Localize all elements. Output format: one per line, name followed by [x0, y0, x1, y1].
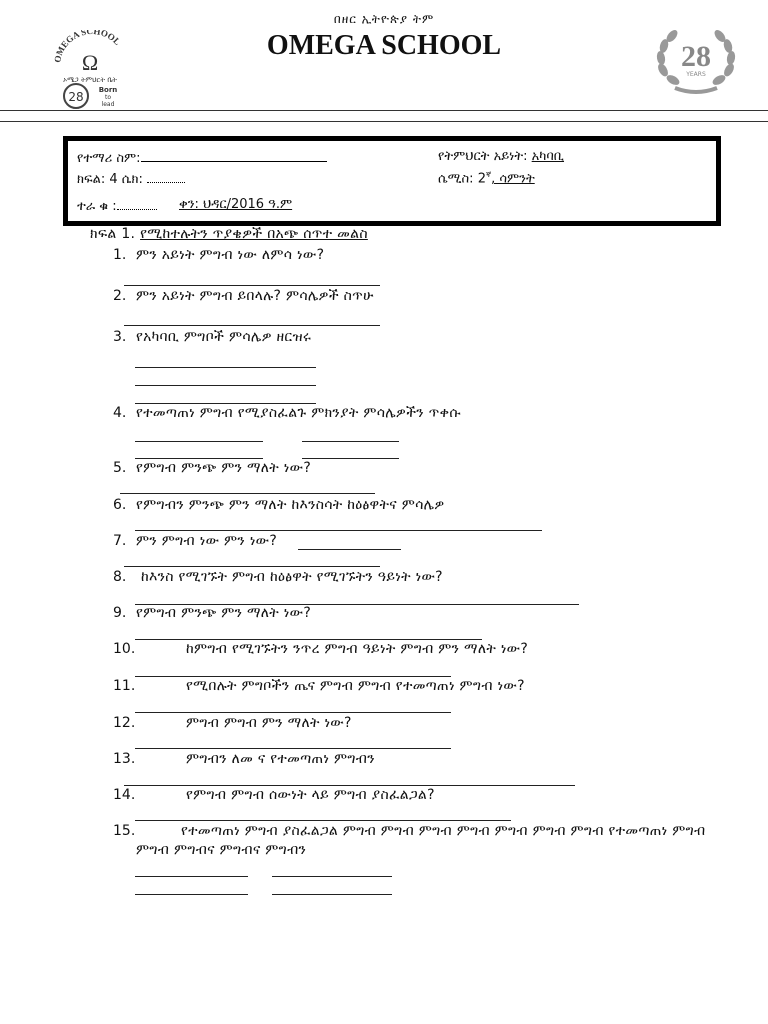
motto-lead: lead	[101, 101, 115, 108]
question-number: 14.	[113, 787, 136, 803]
grade-label: ክፍል: 4 ሴክ:	[77, 172, 143, 187]
header-rule-2	[0, 121, 768, 122]
question-number: 7.	[113, 533, 127, 549]
question-number: 11.	[113, 678, 136, 694]
answer-line[interactable]	[302, 441, 399, 442]
answer-line[interactable]	[135, 458, 263, 459]
student-name-field[interactable]	[77, 149, 327, 166]
question-text: የአካባቢ ምግቦች ምሳሌዎ ዘርዝሩ	[136, 329, 312, 345]
question-text: የሚበሉት ምግቦችን ጤና ምግብ ምግብ የተመጣጠነ ምግብ ነው?	[186, 678, 525, 694]
question-number: 1.	[113, 247, 127, 263]
question-number: 15.	[113, 823, 136, 839]
question-text: የተመጣጠነ ምግብ የሚያስፈልጉ ምክንያት ምሳሌዎችን ጥቀሱ	[136, 405, 461, 421]
anniversary-logo	[653, 26, 739, 96]
answer-line[interactable]	[135, 676, 451, 677]
section-heading	[90, 226, 368, 242]
answer-line[interactable]	[135, 894, 248, 895]
header-top-text: በዘር ኢትዮጵያ ትም	[333, 12, 435, 26]
question-text: ምግብን ለመ ና የተመጣጠነ ምግብን	[186, 751, 375, 767]
question-text: የምግብ ምንጭ ምን ማለት ነው?	[136, 605, 312, 621]
roll-field[interactable]	[77, 197, 157, 214]
answer-line[interactable]	[135, 385, 316, 386]
section-title: የሚከተሉትን ጥያቄዎች በአጭ ሰጥተ መልስ	[140, 226, 368, 242]
name-label: የተማሪ ስም:	[77, 151, 141, 166]
answer-line[interactable]	[135, 820, 511, 821]
roll-label: ተራ ቁ :	[77, 199, 117, 214]
term-sup: ኛ	[485, 170, 492, 179]
answer-line[interactable]	[135, 712, 451, 713]
term-label: ሴሚስ: 2	[438, 171, 486, 187]
question-text: ምን አይነት ምግብ ይበላሉ? ምሳሌዎች ስጥሁ	[136, 288, 374, 304]
school-logo	[50, 30, 134, 110]
answer-line[interactable]	[135, 748, 451, 749]
school-name: OMEGA SCHOOL	[266, 30, 502, 61]
date-label: ቀን: ህዳር/2016 ዓ.ም	[179, 197, 293, 212]
question-text: የምግብን ምንጭ ምን ማለት ከእንስሳት ከዕፅዋትና ምሳሌዎ	[136, 497, 445, 513]
subject-field	[438, 149, 564, 164]
date-field	[179, 197, 292, 212]
answer-line[interactable]	[124, 566, 380, 567]
motto-to: to	[104, 94, 112, 101]
anniversary-years: YEARS	[686, 71, 706, 78]
question-text: የምግብ ምንጭ ምን ማለት ነው?	[136, 460, 312, 476]
section-label: ክፍል 1.	[90, 226, 136, 242]
name-blank[interactable]	[141, 149, 327, 162]
subject-value: አካባቢ	[531, 149, 565, 164]
question-text: የተመጣጠነ ምግብ ያስፈልጋል ምግብ ምግብ ምግብ ምግብ ምግብ ምግብ ምግብ የተመጣጠነ ምግብ	[181, 823, 706, 839]
answer-line[interactable]	[272, 894, 392, 895]
logo-amharic-text: ኦሜጋ ትምህርት ቤት	[63, 76, 117, 84]
question-text-continued: ምግብ ምግብና ምግብና ምግብን	[136, 842, 307, 858]
question-number: 3.	[113, 329, 127, 345]
answer-line[interactable]	[272, 876, 392, 877]
answer-line[interactable]	[135, 367, 316, 368]
subject-label: የትምህርት አይነት:	[438, 149, 528, 164]
question-text: ከምግብ የሚገኙትን ንጥረ ምግብ ዓይነት ምግብ ምን ማለት ነው?	[186, 641, 529, 657]
answer-line[interactable]	[124, 325, 380, 326]
omega-symbol: Ω	[81, 50, 99, 75]
answer-line[interactable]	[135, 403, 316, 404]
logo-arc-text: OMEGA SCHOOL	[52, 30, 123, 64]
term-value: , ሳምንት	[491, 171, 535, 187]
question-number: 9.	[113, 605, 127, 621]
logo-number: 28	[68, 90, 84, 104]
question-number: 8.	[113, 569, 127, 585]
answer-line[interactable]	[302, 458, 399, 459]
grade-field[interactable]	[77, 170, 185, 187]
answer-line[interactable]	[135, 639, 482, 640]
answer-line[interactable]	[135, 876, 248, 877]
question-text: ከእንስ የሚገኙት ምግብ ከዕፅዋት የሚገኙትን ዓይነት ነው?	[141, 569, 443, 585]
section-blank[interactable]	[147, 170, 185, 183]
question-number: 5.	[113, 460, 127, 476]
header-rule-1	[0, 110, 768, 111]
question-number: 10.	[113, 641, 136, 657]
roll-blank[interactable]	[117, 197, 157, 210]
question-number: 6.	[113, 497, 127, 513]
answer-line[interactable]	[124, 285, 380, 286]
answer-line[interactable]	[124, 785, 575, 786]
question-text: ምን አይነት ምግብ ነው ለምሳ ነው?	[136, 247, 325, 263]
question-number: 2.	[113, 288, 127, 304]
answer-line[interactable]	[135, 441, 263, 442]
question-text: ምን ምግብ ነው ምን ነው?	[136, 533, 278, 549]
question-number: 12.	[113, 715, 136, 731]
anniversary-number: 28	[681, 40, 711, 73]
motto-born: Born	[98, 86, 118, 94]
question-number: 13.	[113, 751, 136, 767]
student-info-box	[63, 136, 721, 226]
answer-line[interactable]	[135, 530, 542, 531]
question-text: ምግብ ምግብ ምን ማለት ነው?	[186, 715, 352, 731]
answer-line[interactable]	[120, 493, 375, 494]
question-number: 4.	[113, 405, 127, 421]
answer-line[interactable]	[298, 549, 401, 550]
term-field	[438, 170, 535, 186]
question-text: የምግብ ምግብ ሰውነት ላይ ምግብ ያስፈልጋል?	[186, 787, 435, 803]
